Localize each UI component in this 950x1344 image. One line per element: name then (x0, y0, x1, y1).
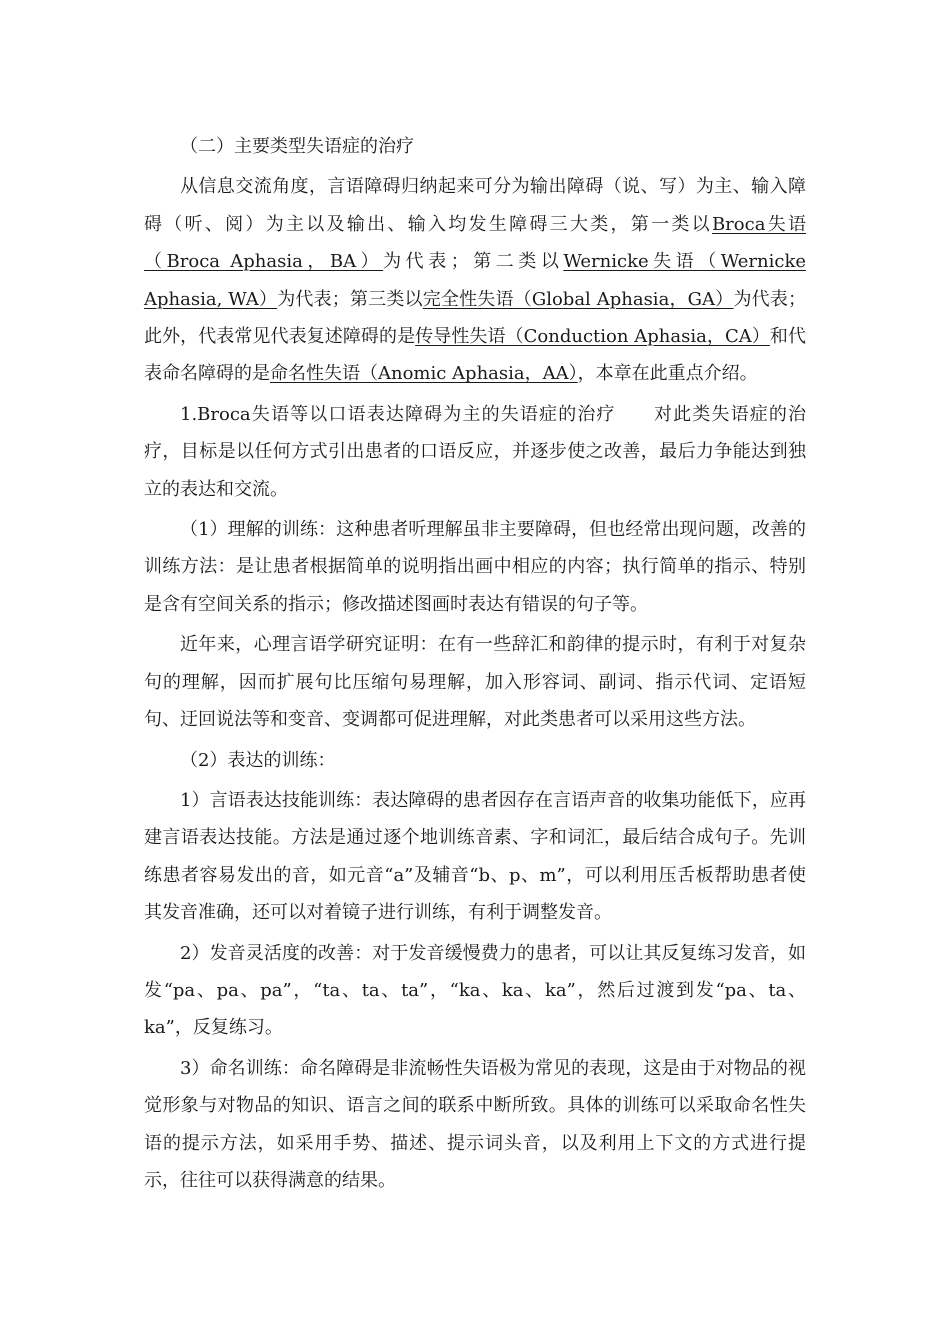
intro-paragraph (144, 168, 806, 392)
recent-research-paragraph: 近年来，心理言语学研究证明：在有一些辞汇和韵律的提示时，有利于对复杂句的理解，因而扩展句比压缩句易理解，加入形容词、副词、指示代词、定语短句、迂回说法等和变音、变调都可促进理解，对此类患者可以采用这些方法。 (144, 634, 806, 731)
intro-text-2: 为代表；第二类以 (383, 251, 564, 273)
term-conduction: 传导性失语（Conduction Aphasia，CA） (415, 326, 770, 348)
skill-training-paragraph: 1）言语表达技能训练：表达障碍的患者因存在言语声音的收集功能低下，应再建言语表达技能。方法是通过逐个地训练音素、字和词汇，最后结合成句子。先训练患者容易发出的音，如元音“a”及辅音“b、p、m”，可以利用压舌板帮助患者使其发音准确，还可以对着镜子进行训练，有利于调整发音。 (144, 789, 806, 924)
intro-text-5: 和代表命名障碍的是 (144, 326, 806, 385)
intro-text-6: ，本章在此重点介绍。 (577, 363, 758, 385)
section-heading: （二）主要类型失语症的治疗 (180, 136, 414, 157)
term-global: 完全性失语（Global Aphasia，GA） (422, 288, 734, 310)
expression-training-title: （2）表达的训练： (180, 749, 336, 771)
term-wernicke: Wernicke失语（Wernicke Aphasia, WA） (144, 251, 806, 310)
comprehension-paragraph: （1）理解的训练：这种患者听理解虽非主要障碍，但也经常出现问题，改善的训练方法：是让患者根据简单的说明指出画中相应的内容；执行简单的指示、特别是含有空间关系的指示；修改描述图画时表达有错误的句子等。 (144, 519, 806, 615)
section1-title: 1.Broca失语等以口语表达障碍为主的失语症的治疗 (180, 403, 616, 425)
document-page (144, 128, 806, 1199)
section1-body: 对此类失语症的治疗，目标是以任何方式引出患者的口语反应，并逐步使之改善，最后力争能达到独立的表达和交流。 (144, 403, 807, 500)
intro-text-1: 从信息交流角度，言语障碍归纳起来可分为输出障碍（说、写）为主、输入障碍（听、阅）为主以及输出、输入均发生障碍三大类，第一类以 (144, 176, 806, 235)
intro-text-4: 为代表；此外，代表常见代表复述障碍的是 (144, 288, 807, 348)
naming-training-paragraph: 3）命名训练：命名障碍是非流畅性失语极为常见的表现，这是由于对物品的视觉形象与对物品的知识、语言之间的联系中断所致。具体的训练可以采取命名性失语的提示方法，如采用手势、描述、提示词头音，以及利用上下文的方式进行提示，往往可以获得满意的结果。 (144, 1057, 806, 1191)
term-broca: Broca失语（Broca Aphasia，BA） (144, 213, 807, 273)
term-anomic: 命名性失语（Anomic Aphasia，AA） (270, 363, 578, 385)
flexibility-paragraph: 2）发音灵活度的改善：对于发音缓慢费力的患者，可以让其反复练习发音，如发“pa、pa、pa”，“ta、ta、ta”，“ka、ka、ka”，然后过渡到发“pa、ta、ka”，反复练习。 (144, 942, 806, 1039)
section1-paragraph (144, 396, 806, 508)
intro-text-3: 为代表；第三类以 (277, 288, 423, 310)
